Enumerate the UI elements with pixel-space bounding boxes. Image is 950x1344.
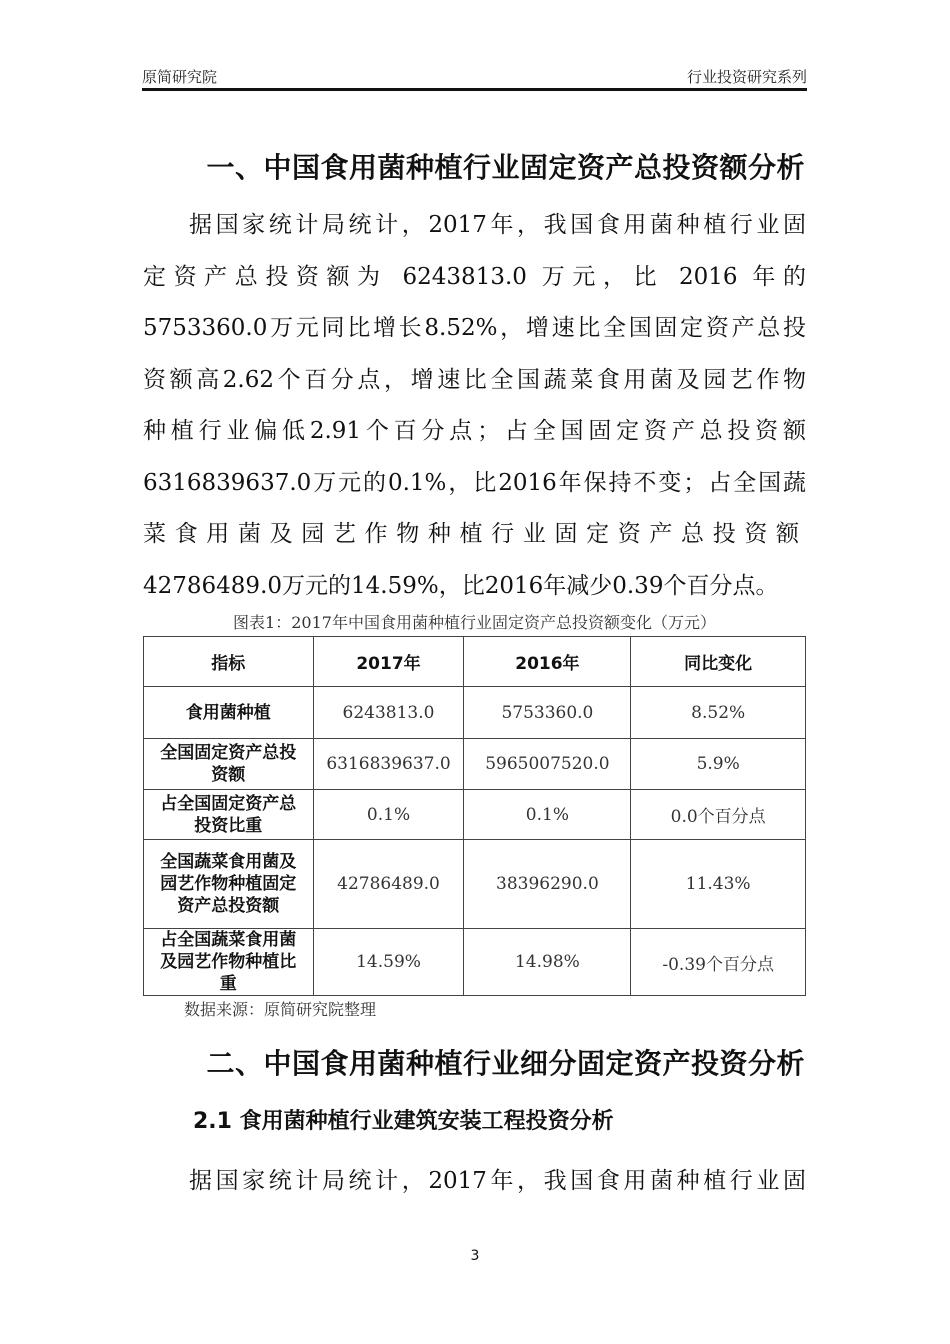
paragraph-line: 资额高2.62个百分点，增速比全国蔬菜食用菌及园艺作物	[143, 366, 806, 393]
row-label: 食用菌种植	[144, 687, 314, 739]
cell-2017: 0.1%	[313, 790, 464, 840]
cell-2016: 14.98%	[464, 929, 631, 996]
investment-table	[143, 636, 806, 996]
paragraph-line: 定资产总投资额为 6243813.0 万元，比 2016 年的	[143, 263, 806, 290]
paragraph-line: 5753360.0万元同比增长8.52%，增速比全国固定资产总投	[143, 315, 806, 341]
row-label: 占全国固定资产总投资比重	[144, 790, 314, 840]
cell-2016: 38396290.0	[464, 840, 631, 929]
subsection-title: 2.1 食用菌种植行业建筑安装工程投资分析	[193, 1109, 614, 1134]
cell-change: 8.52%	[631, 687, 806, 739]
cell-2016: 5753360.0	[464, 687, 631, 739]
row-label: 占全国蔬菜食用菌及园艺作物种植比重	[144, 929, 314, 996]
table-row	[144, 739, 806, 790]
table-row	[144, 929, 806, 996]
column-header: 2017年	[313, 637, 464, 687]
paragraph-line: 42786489.0万元的14.59%，比2016年减少0.39个百分点。	[143, 572, 779, 599]
row-label: 全国蔬菜食用菌及园艺作物种植固定资产总投资额	[144, 840, 314, 929]
paragraph-line: 菜食用菌及园艺作物种植行业固定资产总投资额	[143, 521, 806, 547]
cell-2016: 0.1%	[464, 790, 631, 840]
paragraph-line: 据国家统计局统计，2017年，我国食用菌种植行业固	[189, 1168, 806, 1194]
column-header: 指标	[144, 637, 314, 687]
header-left-org: 原简研究院	[142, 68, 218, 86]
row-label: 全国固定资产总投资额	[144, 739, 314, 790]
paragraph-line: 种植行业偏低2.91个百分点；占全国固定资产总投资额	[143, 418, 806, 444]
header-divider	[142, 88, 807, 91]
cell-change: -0.39个百分点	[631, 929, 806, 996]
column-header: 2016年	[464, 637, 631, 687]
table-source: 数据来源：原简研究院整理	[184, 1000, 377, 1019]
section2-paragraph	[143, 1156, 806, 1208]
paragraph-line: 6316839637.0万元的0.1%，比2016年保持不变；占全国蔬	[143, 469, 806, 496]
cell-2017: 6316839637.0	[313, 739, 464, 790]
cell-2017: 6243813.0	[313, 687, 464, 739]
table-row	[144, 840, 806, 929]
table-row	[144, 687, 806, 739]
cell-change: 0.0个百分点	[631, 790, 806, 840]
section1-paragraph	[143, 200, 806, 612]
table-header-row	[144, 637, 806, 687]
paragraph-line: 据国家统计局统计，2017年，我国食用菌种植行业固	[189, 212, 806, 238]
header-right-series: 行业投资研究系列	[686, 68, 807, 86]
column-header: 同比变化	[631, 637, 806, 687]
cell-2017: 42786489.0	[313, 840, 464, 929]
cell-2017: 14.59%	[313, 929, 464, 996]
table-row	[144, 790, 806, 840]
cell-change: 5.9%	[631, 739, 806, 790]
page-number: 3	[470, 1248, 480, 1264]
cell-change: 11.43%	[631, 840, 806, 929]
section1-title: 一、中国食用菌种植行业固定资产总投资额分析	[206, 151, 805, 184]
table-caption: 图表1：2017年中国食用菌种植行业固定资产总投资额变化（万元）	[233, 613, 716, 632]
section2-title: 二、中国食用菌种植行业细分固定资产投资分析	[206, 1047, 805, 1080]
cell-2016: 5965007520.0	[464, 739, 631, 790]
